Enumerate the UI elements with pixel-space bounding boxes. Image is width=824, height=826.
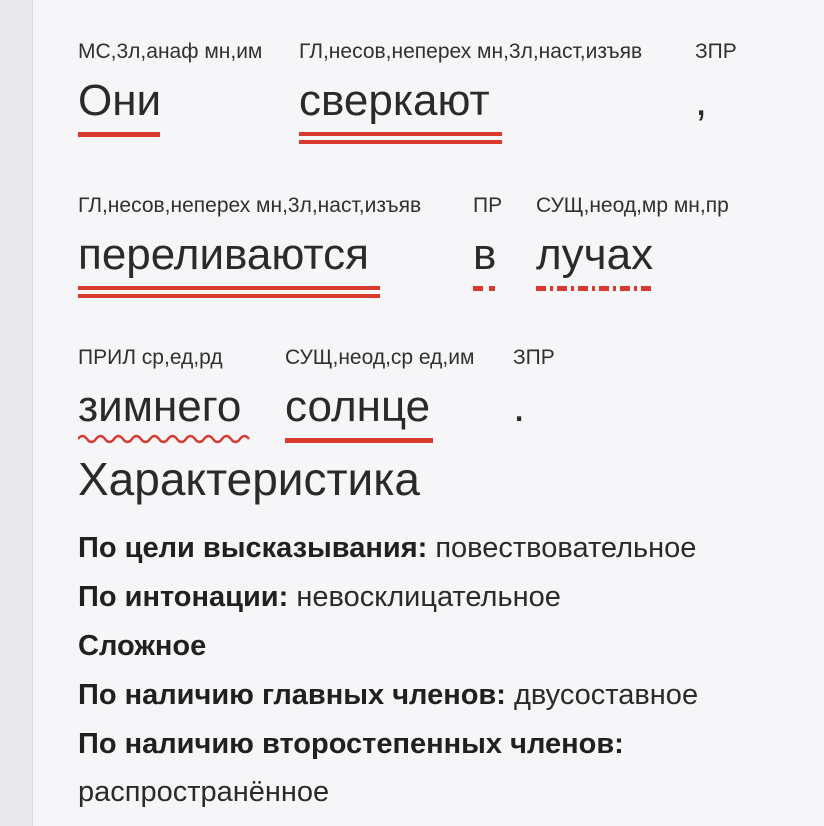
word-text: в [473,230,497,279]
preposition-underline [473,286,497,291]
punctuation: , [695,76,708,125]
property-value: распространённое [78,776,330,808]
predicate-underline [299,132,502,144]
sentence-row [33,346,824,466]
property-value: повествовательное [435,532,697,564]
secondary-members-property [78,728,624,761]
main-members-property [78,679,698,712]
analysis-page [32,0,824,826]
morph-tag: СУЩ,неод,ср ед,им [285,346,475,369]
sentence-row [33,40,824,160]
property-label: По наличию главных членов: [78,679,506,711]
morph-tag: МС,3л,анаф мн,им [78,40,263,63]
property-value: двусоставное [513,679,699,711]
predicate-underline [78,286,380,298]
word-text: сверкают [299,76,490,125]
punctuation: . [513,382,526,431]
word-text: переливаются [78,230,369,279]
property-label: Сложное [78,630,207,662]
secondary-members-value [78,776,329,809]
circumstance-underline [536,286,654,291]
morph-tag: ГЛ,несов,неперех мн,3л,наст,изъяв [299,40,643,63]
subject-underline [78,132,160,137]
property-value: невосклицательное [296,581,561,613]
morph-tag: ГЛ,несов,неперех мн,3л,наст,изъяв [78,194,422,217]
word-text: Они [78,76,162,125]
morph-tag: ПРИЛ ср,ед,рд [78,346,223,369]
subject-underline [285,438,433,443]
word-text: зимнего [78,382,242,431]
characteristics-heading: Характеристика [78,453,420,505]
property-label: По интонации: [78,581,289,613]
purpose-property [78,532,696,565]
morph-tag: ЗПР [695,40,737,63]
attribute-underline [78,432,252,446]
property-label: По наличию второстепенных членов: [78,728,624,760]
word-text: солнце [285,382,431,431]
property-label: По цели высказывания: [78,532,428,564]
morph-tag: СУЩ,неод,мр мн,пр [536,194,729,217]
morph-tag: ПР [473,194,503,217]
intonation-property [78,581,561,614]
word-text: лучах [536,230,654,279]
morph-tag: ЗПР [513,346,555,369]
complexity-property [78,630,206,663]
sentence-row [33,194,824,314]
